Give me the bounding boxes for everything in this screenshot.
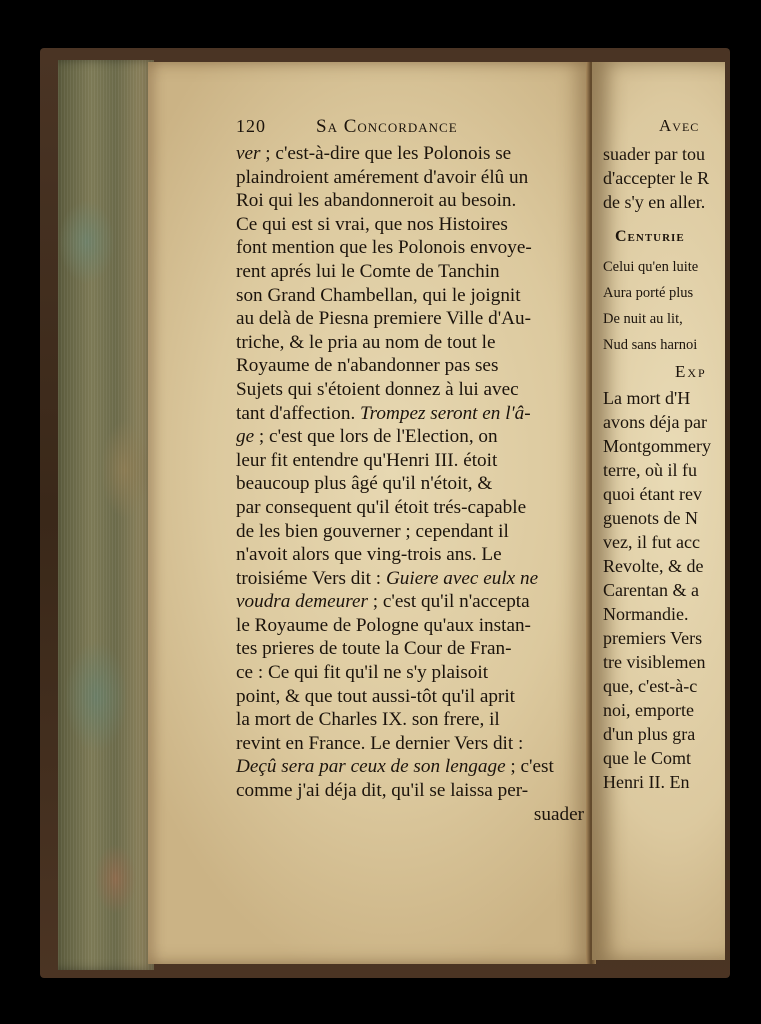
text-line bbox=[236, 354, 588, 378]
text-line bbox=[236, 755, 588, 779]
text-segment: Roi qui les abandonneroit au besoin. bbox=[236, 190, 517, 212]
text-line bbox=[236, 708, 588, 732]
right-text-line: d'accepter le R bbox=[603, 168, 710, 188]
text-segment: le Royaume de Pologne qu'aux instan- bbox=[236, 614, 531, 636]
right-top-lines bbox=[603, 142, 761, 214]
text-line bbox=[236, 520, 588, 544]
italic-text: voudra demeurer bbox=[236, 591, 368, 613]
right-text-line: noi, emporte bbox=[603, 700, 694, 720]
right-text-line: vez, il fut acc bbox=[603, 532, 700, 552]
marbled-page-edges bbox=[58, 60, 154, 970]
text-segment: tes prieres de toute la Cour de Fran- bbox=[236, 638, 512, 660]
verse-line: De nuit au lit, bbox=[603, 311, 683, 327]
text-line bbox=[236, 543, 588, 567]
italic-text: Deçû sera par ceux de son lengage bbox=[236, 756, 506, 778]
right-text-line: que, c'est-à-c bbox=[603, 676, 698, 696]
text-segment: de les bien gouverner ; cependant il bbox=[236, 520, 509, 542]
text-line bbox=[236, 614, 588, 638]
text-segment: point, & que tout aussi-tôt qu'il aprit bbox=[236, 685, 515, 707]
text-line bbox=[236, 496, 588, 520]
text-segment: beaucoup plus âgé qu'il n'étoit, & bbox=[236, 473, 493, 495]
text-segment: Royaume de n'abandonner pas ses bbox=[236, 355, 499, 377]
text-segment: par consequent qu'il étoit trés-capable bbox=[236, 496, 527, 518]
right-text-line: avons déja par bbox=[603, 412, 707, 432]
text-segment: tant d'affection. bbox=[236, 402, 361, 424]
text-line bbox=[236, 472, 588, 496]
text-line bbox=[236, 425, 588, 449]
right-text-line: tre visiblemen bbox=[603, 652, 706, 672]
verse-line: Celui qu'en luite bbox=[603, 259, 699, 275]
text-segment: Sujets qui s'étoient donnez à lui avec bbox=[236, 378, 519, 400]
text-segment: comme j'ai déja dit, qu'il se laissa per- bbox=[236, 780, 529, 802]
text-line bbox=[236, 213, 588, 237]
text-line bbox=[236, 166, 588, 190]
text-line bbox=[236, 260, 588, 284]
text-segment: plaindroient amérement d'avoir élû un bbox=[236, 166, 529, 188]
text-segment: leur fit entendre qu'Henri III. étoit bbox=[236, 449, 498, 471]
right-text-line: Revolte, & de bbox=[603, 556, 704, 576]
text-line bbox=[236, 284, 588, 308]
text-line bbox=[236, 449, 588, 473]
text-segment: son Grand Chambellan, qui le joignit bbox=[236, 284, 521, 306]
right-text-line: Henri II. En bbox=[603, 772, 690, 792]
left-page-text bbox=[236, 116, 588, 826]
right-body-lines bbox=[603, 386, 761, 794]
right-text-line: quoi étant rev bbox=[603, 484, 702, 504]
right-text-line: La mort d'H bbox=[603, 388, 691, 408]
right-text-line: premiers Vers bbox=[603, 628, 703, 648]
verse-line: Nud sans harnoi bbox=[603, 337, 698, 353]
right-text-line: suader par tou bbox=[603, 144, 705, 164]
page-number: 120 bbox=[236, 116, 266, 136]
right-text-line: Carentan & a bbox=[603, 580, 699, 600]
text-line bbox=[236, 685, 588, 709]
text-line bbox=[236, 732, 588, 756]
right-text-line: Normandie. bbox=[603, 604, 689, 624]
text-line bbox=[236, 331, 588, 355]
running-head bbox=[236, 116, 588, 142]
text-segment: troisiéme Vers dit : bbox=[236, 567, 386, 589]
text-segment: au delà de Piesna premiere Ville d'Au- bbox=[236, 308, 531, 330]
text-segment: ; c'est que lors de l'Election, on bbox=[254, 426, 498, 448]
text-segment: font mention que les Polonois envoye- bbox=[236, 237, 532, 259]
text-segment: Ce qui est si vrai, que nos Histoires bbox=[236, 213, 508, 235]
text-line bbox=[236, 307, 588, 331]
right-text-line: d'un plus gra bbox=[603, 724, 696, 744]
text-line bbox=[236, 661, 588, 685]
right-verse-lines bbox=[603, 254, 761, 358]
italic-text: Trompez seront en l'â- bbox=[360, 402, 531, 424]
text-segment: ; c'est bbox=[505, 756, 554, 778]
right-page-text bbox=[603, 116, 761, 794]
text-line bbox=[236, 779, 588, 803]
text-line bbox=[236, 402, 588, 426]
text-segment: ce : Ce qui fit qu'il ne s'y plaisoit bbox=[236, 662, 489, 684]
right-text-line: guenots de N bbox=[603, 508, 698, 528]
text-segment: rent aprés lui le Comte de Tanchin bbox=[236, 260, 500, 282]
right-text-line: de s'y en aller. bbox=[603, 192, 706, 212]
right-text-line: Montgommery bbox=[603, 436, 711, 456]
text-segment: triche, & le pria au nom de tout le bbox=[236, 331, 496, 353]
italic-text: ge bbox=[236, 426, 255, 448]
text-line bbox=[236, 142, 588, 166]
text-segment: n'avoit alors que ving-trois ans. Le bbox=[236, 544, 502, 566]
right-text-line: terre, où il fu bbox=[603, 460, 697, 480]
right-running-head: Avec bbox=[659, 116, 700, 135]
centurie-heading: Centurie bbox=[615, 228, 685, 245]
right-text-line: que le Comt bbox=[603, 748, 691, 768]
running-head-title: Sa Concordance bbox=[316, 116, 458, 137]
text-segment: ; c'est-à-dire que les Polonois se bbox=[260, 143, 512, 164]
left-body-text bbox=[236, 142, 588, 803]
text-segment: revint en France. Le dernier Vers dit : bbox=[236, 732, 524, 754]
text-line bbox=[236, 236, 588, 260]
text-line bbox=[236, 590, 588, 614]
text-segment: ; c'est qu'il n'accepta bbox=[367, 591, 530, 613]
catchword: suader bbox=[533, 803, 584, 825]
text-line bbox=[236, 567, 588, 591]
text-line bbox=[236, 637, 588, 661]
explication-heading: Exp bbox=[675, 362, 707, 381]
text-line bbox=[236, 378, 588, 402]
italic-text: Guiere avec eulx ne bbox=[385, 567, 539, 589]
text-segment: la mort de Charles IX. son frere, il bbox=[236, 709, 500, 731]
italic-text: ver bbox=[236, 143, 261, 164]
text-line bbox=[236, 189, 588, 213]
verse-line: Aura porté plus bbox=[603, 285, 694, 301]
